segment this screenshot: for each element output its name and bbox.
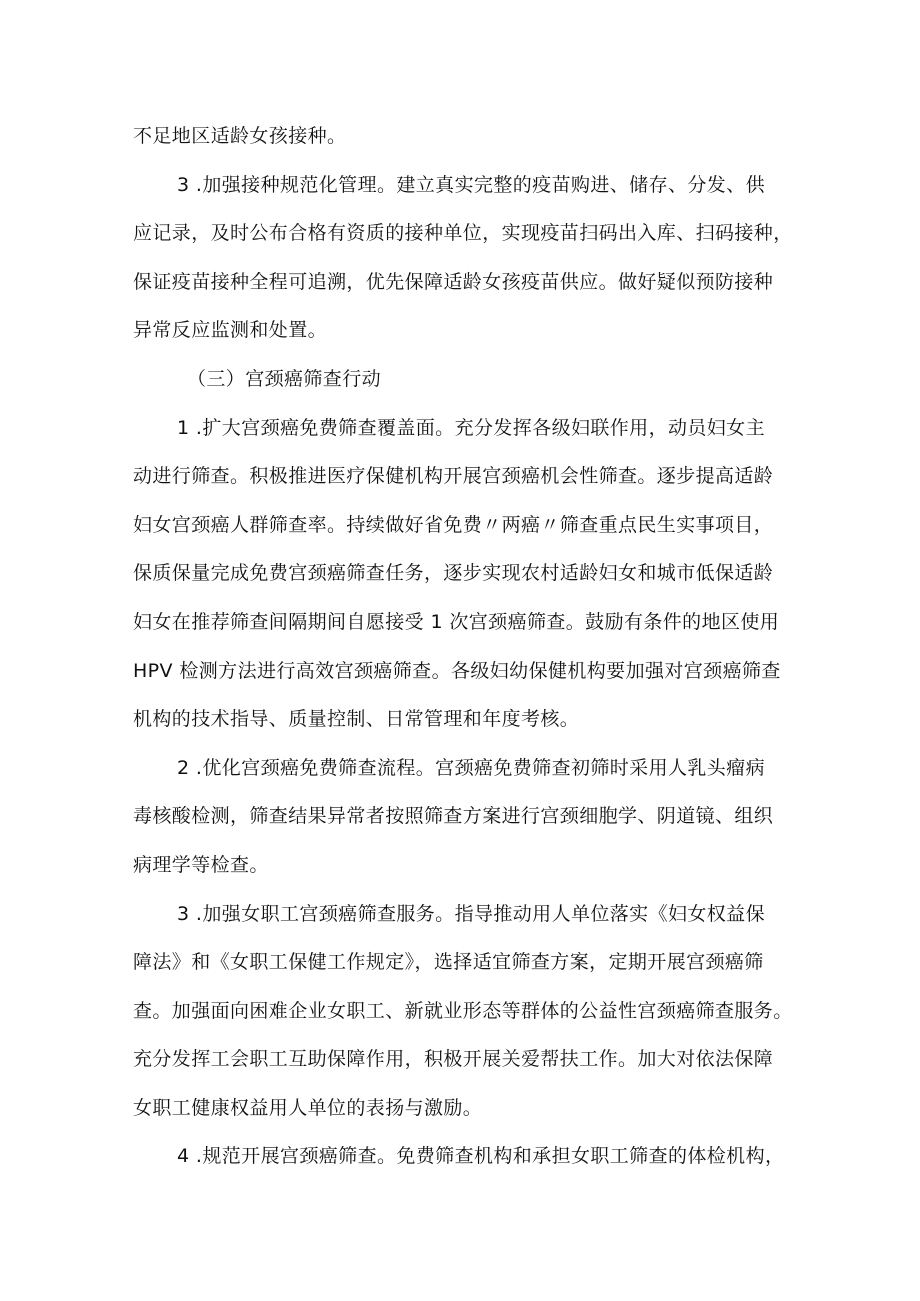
- text-line: 毒核酸检测，筛查结果异常者按照筛查方案进行宫颈细胞学、阴道镜、组织: [133, 805, 774, 828]
- text-line: 保证疫苗接种全程可追溯，优先保障适龄女孩疫苗供应。做好疑似预防接种: [133, 270, 774, 293]
- text-line: 异常反应监测和处置。: [133, 319, 328, 342]
- text-line: 机构的技术指导、质量控制、日常管理和年度考核。: [133, 708, 580, 731]
- text-line: HPV 检测方法进行高效宫颈癌筛查。各级妇幼保健机构要加强对宫颈癌筛查: [133, 659, 781, 682]
- text-line: 3 .加强女职工宫颈癌筛查服务。指导推动用人单位落实《妇女权益保: [177, 902, 765, 925]
- text-line: 病理学等检查。: [133, 853, 269, 876]
- text-line: 障法》和《女职工保健工作规定》，选择适宜筛查方案，定期开展宫颈癌筛: [133, 951, 764, 974]
- section-heading: （三）宫颈癌筛查行动: [187, 367, 382, 390]
- text-line: 妇女在推荐筛查间隔期间自愿接受 1 次宫颈癌筛查。鼓励有条件的地区使用: [133, 610, 780, 633]
- document-body: [133, 112, 793, 1181]
- text-line: 应记录，及时公布合格有资质的接种单位，实现疫苗扫码出入库、扫码接种，: [133, 222, 793, 245]
- text-line: 充分发挥工会职工互助保障作用，积极开展关爱帮扶工作。加大对依法保障: [133, 1048, 774, 1071]
- text-line: 不足地区适龄女孩接种。: [133, 125, 347, 147]
- text-line: 查。加强面向困难企业女职工、新就业形态等群体的公益性宫颈癌筛查服务。: [133, 999, 793, 1022]
- text-line: 3 .加强接种规范化管理。建立真实完整的疫苗购进、储存、分发、供: [177, 173, 765, 196]
- text-line: 妇女宫颈癌人群筛查率。持续做好省免费〃两癌〃筛查重点民生实事项目，: [133, 513, 774, 536]
- text-line: 保质保量完成免费宫颈癌筛查任务，逐步实现农村适龄妇女和城市低保适龄: [133, 562, 774, 585]
- text-line: 女职工健康权益用人单位的表扬与激励。: [133, 1096, 483, 1119]
- text-line: 2 .优化宫颈癌免费筛查流程。宫颈癌免费筛查初筛时采用人乳头瘤病: [177, 756, 765, 779]
- text-line: 4 .规范开展宫颈癌筛查。免费筛查机构和承担女职工筛查的体检机构，: [177, 1145, 785, 1168]
- text-line: 动进行筛查。积极推进医疗保健机构开展宫颈癌机会性筛查。逐步提高适龄: [133, 465, 774, 488]
- text-line: 1 .扩大宫颈癌免费筛查覆盖面。充分发挥各级妇联作用，动员妇女主: [177, 416, 765, 439]
